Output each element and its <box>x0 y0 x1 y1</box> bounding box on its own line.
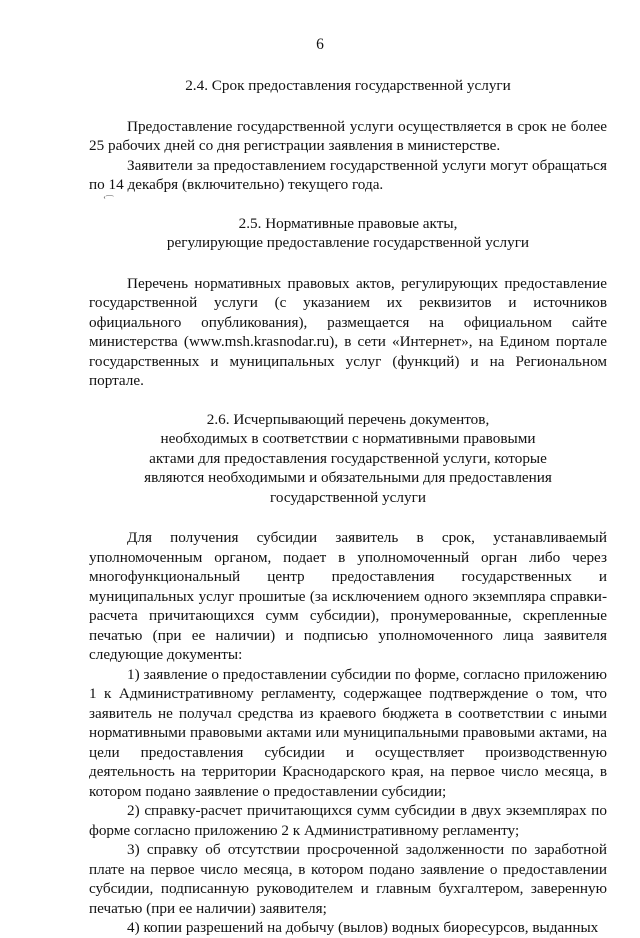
list-item: 1) заявление о предоставлении субсидии по форме, согласно приложению 1 к Административному регламенту, содержащее подтверждение о том, что заявитель не получал средства из краевого бюджета в соответствии с иными нормативными правовыми актами или муниципальными правовыми актами, на цели предоставления субсидии и осуществляет производственную деятельность на территории Краснодарского края, на первое число месяца, в котором подано заявление о предоставлении субсидии; <box>89 665 607 800</box>
paragraph: Перечень нормативных правовых актов, регулирующих предоставление государственной услуги (с указанием их реквизитов и источников официального опубликования), размещается на официальном сайте министерства (www.msh.krasnodar.ru), в сети «Интернет», на Едином портале государственных и муниципальных услуг (функций) и на Региональном портале. <box>89 274 607 389</box>
section-heading-2-6: 2.6. Исчерпывающий перечень документов, необходимых в соответствии с нормативными правовыми актами для предоставления государственной услуги, которые являются необходимыми и обязательными для предоставления государственной услуги <box>144 410 552 506</box>
paragraph: Предоставление государственной услуги осуществляется в срок не более 25 рабочих дней со дня регистрации заявления в министерстве. <box>89 117 607 154</box>
page-number: 6 <box>316 36 324 53</box>
paragraph: Для получения субсидии заявитель в срок, устанавливаемый уполномоченным органом, подает в уполномоченный орган либо через многофункциональный центр предоставления государственных и муниципальных услуг прошитые (за исключением одного экземпляра справки-расчета причитающихся сумм субсидии), пронумерованные, скрепленные печатью (при ее наличии) и подписью уполномоченного лица заявителя следующие документы: <box>89 529 607 663</box>
section-heading-2-4: 2.4. Срок предоставления государственной услуги <box>185 77 511 94</box>
list-item: 3) справку об отсутствии просроченной задолженности по заработной плате на первое число месяца, в котором подано заявление о предоставлении субсидии, подписанную руководителем и главным бухгалтером, заверенную печатью (при ее наличии) заявителя; <box>89 841 607 917</box>
list-item: 4) копии разрешений на добычу (вылов) водных биоресурсов, выданных <box>127 919 599 936</box>
list-item: 2) справку-расчет причитающихся сумм субсидии в двух экземплярах по форме согласно приложению 2 к Административному регламенту; <box>89 802 607 839</box>
section-heading-2-5: 2.5. Нормативные правовые акты, регулирующие предоставление государственной услуги <box>166 214 530 251</box>
document-body <box>89 76 607 938</box>
paragraph: Заявители за предоставлением государственной услуги могут обращаться по 14 декабря (включительно) текущего года. <box>89 156 607 193</box>
scan-mark: ‛⁀ <box>103 195 114 205</box>
